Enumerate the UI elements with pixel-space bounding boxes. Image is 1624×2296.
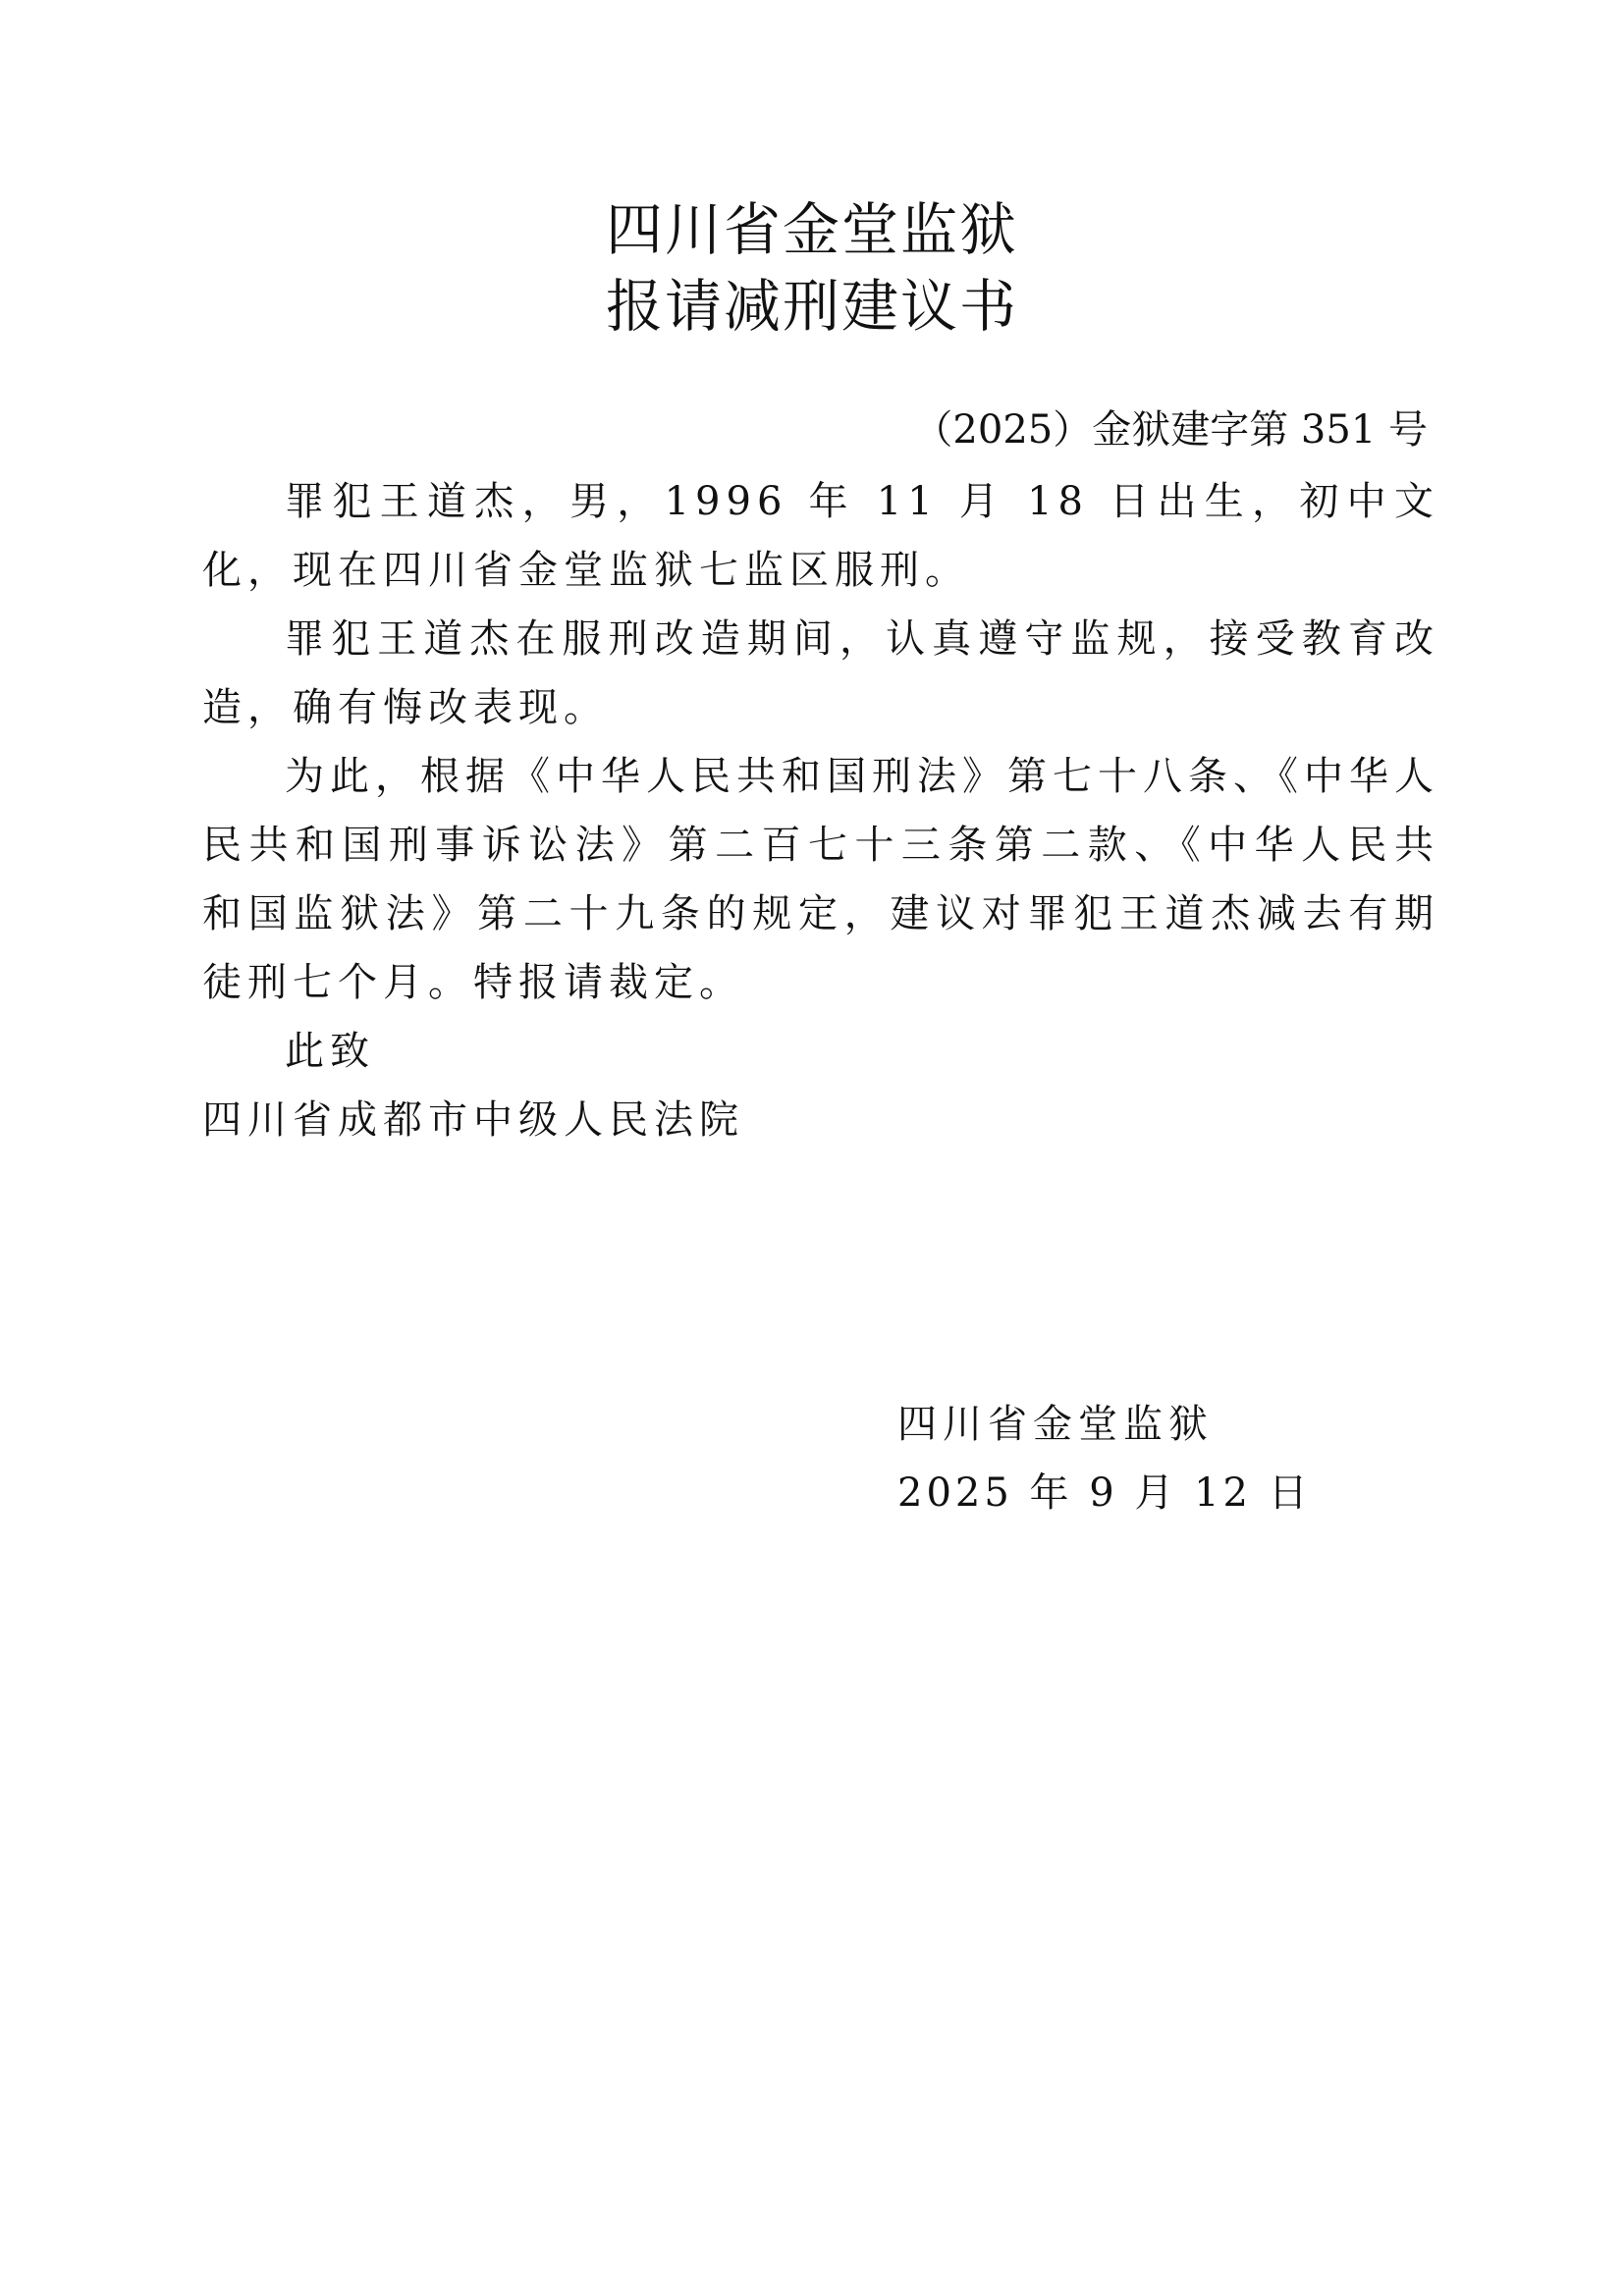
- paragraph-text: 为此，根据《中华人民共和国刑法》第七十八条、《中华人民共和国刑事诉讼法》第二百七十三条第二款、《中华人民共和国监狱法》第二十九条的规定，建议对罪犯王道杰减去有期徒刑七个月。特报请裁定。: [202, 754, 1439, 1005]
- signature-date: 2025 年 9 月 12 日: [897, 1470, 1312, 1516]
- paragraph-text: 罪犯王道杰，男，1996 年 11 月 18 日出生，初中文化，现在四川省金堂监狱七监区服刑。: [202, 479, 1439, 593]
- paragraph-legal-basis: [202, 742, 1439, 1017]
- signature-organization: 四川省金堂监狱: [897, 1402, 1214, 1447]
- paragraph-inmate-info: [202, 467, 1439, 605]
- addressee: 四川省成都市中级人民法院: [202, 1097, 744, 1143]
- document-title-line2: 报请减刑建议书: [605, 273, 1018, 340]
- paragraph-text: 罪犯王道杰在服刑改造期间，认真遵守监规，接受教育改造，确有悔改表现。: [202, 616, 1439, 730]
- document-number: （2025）金狱建字第 351 号: [913, 407, 1428, 453]
- document-title-line1: 四川省金堂监狱: [605, 196, 1018, 263]
- salutation: 此致: [285, 1029, 375, 1074]
- paragraph-behavior: [202, 605, 1439, 742]
